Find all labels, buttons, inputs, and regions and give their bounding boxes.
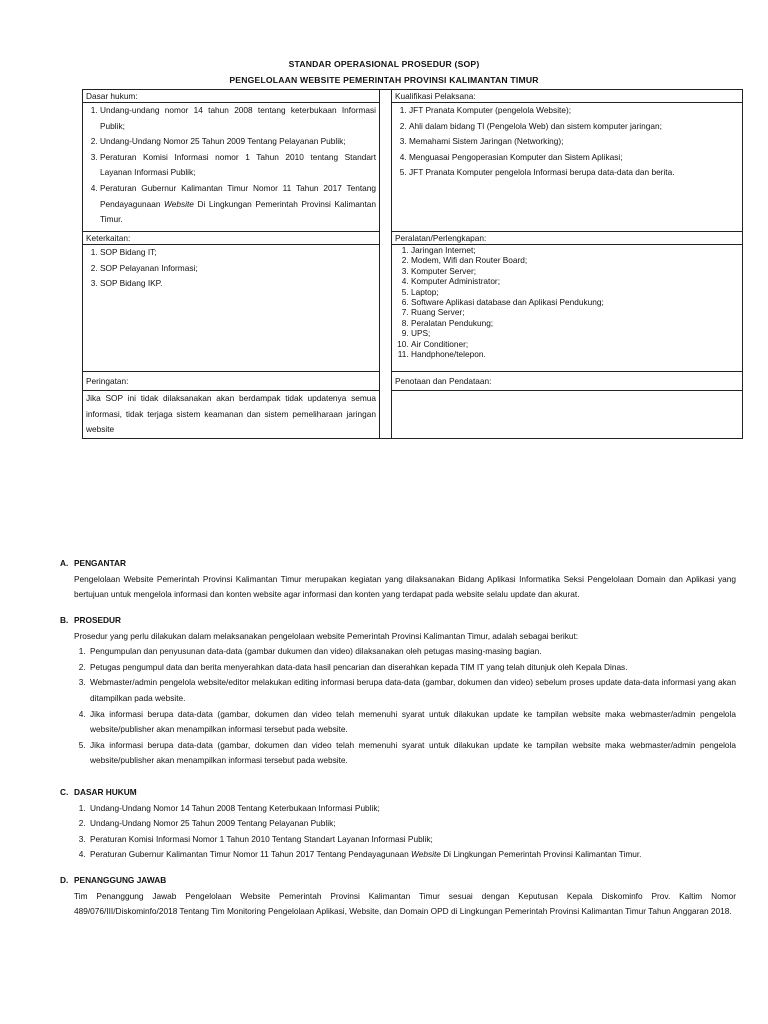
list-item-text: Di Lingkungan Pemerintah Provinsi Kalimantan Timur.: [443, 849, 642, 860]
keterkaitan-list: [86, 245, 376, 292]
document-title: STANDAR OPERASIONAL PROSEDUR (SOP): [288, 59, 480, 69]
list-item: 3. Peraturan Komisi Informasi Nomor 1 Tahun 2010 Tentang Standart Layanan Informasi Publik;: [88, 832, 736, 848]
list-item: 3. Komputer Server;: [411, 266, 739, 276]
dasar-hukum-header: Dasar hukum:: [83, 90, 380, 103]
sop-info-table: [82, 89, 743, 439]
website-italic: Website: [411, 849, 441, 860]
document-header: [0, 56, 768, 88]
section-title: PROSEDUR: [74, 615, 122, 625]
keterkaitan-cell: [83, 245, 380, 372]
list-item: 1. JFT Pranata Komputer (pengelola Website);: [409, 103, 739, 119]
section-dasar-hukum: [60, 785, 736, 863]
list-item: 2. Undang-Undang Nomor 25 Tahun 2009 Tentang Pelayanan Publik;: [100, 134, 376, 150]
list-item: 1. Jaringan Internet;: [411, 245, 739, 255]
list-item: 5. Laptop;: [411, 287, 739, 297]
list-item: 3. Peraturan Komisi Informasi nomor 1 Tahun 2010 tentang Standart Layanan Informasi Publik;: [100, 150, 376, 181]
list-item: 4. Menguasai Pengoperasian Komputer dan Sistem Aplikasi;: [409, 150, 739, 166]
keterkaitan-header: Keterkaitan:: [83, 232, 380, 245]
list-item: 4. Jika informasi berupa data-data (gambar, dokumen dan video telah memenuhi syarat untuk dilakukan update ke tampilan website maka webmaster/admin pengelola website/publisher akan menampilkan informasi tersebut pada website.: [88, 707, 736, 738]
list-item-text: Peraturan Gubernur Kalimantan Timur Nomor 11 Tahun 2017 Tentang Pendayagunaan: [100, 182, 376, 209]
peringatan-header: Peringatan:: [83, 372, 380, 391]
list-item: 5. Jika informasi berupa data-data (gambar, dokumen dan video telah memenuhi syarat untuk dilakukan update ke tampilan website maka webmaster/admin pengelola website/publisher akan menampilkan informasi tersebut pada website.: [88, 738, 736, 769]
list-item-text: Peraturan Gubernur Kalimantan Timur Nomor 11 Tahun 2017 Tentang Pendayagunaan: [90, 849, 409, 860]
list-item: [88, 847, 736, 863]
prosedur-list: [60, 644, 736, 769]
peringatan-cell: [83, 391, 380, 439]
list-item: 3. Memahami Sistem Jaringan (Networking);: [409, 134, 739, 150]
penotaan-cell: [392, 391, 743, 439]
peringatan-text: Jika SOP ini tidak dilaksanakan akan berdampak tidak updatenya semua informasi, tidak terjaga sistem keamanan dan sistem pemeliharaan jaringan website: [86, 393, 376, 435]
list-item: 4. Komputer Administrator;: [411, 276, 739, 286]
list-item: 3. SOP Bidang IKP.: [100, 276, 376, 292]
section-letter: D.: [60, 875, 69, 885]
list-item: 5. JFT Pranata Komputer pengelola Informasi berupa data-data dan berita.: [409, 165, 739, 181]
kualifikasi-header: Kualifikasi Pelaksana:: [392, 90, 743, 103]
list-item: 2. SOP Pelayanan Informasi;: [100, 261, 376, 277]
peralatan-header: Peralatan/Perlengkapan:: [392, 232, 743, 245]
section-penanggung-jawab: [60, 873, 736, 920]
dasar-hukum-list: [86, 103, 376, 228]
list-item: 1. SOP Bidang IT;: [100, 245, 376, 261]
section-title: DASAR HUKUM: [74, 787, 137, 797]
list-item: 1. Undang-Undang Nomor 14 Tahun 2008 Tentang Keterbukaan Informasi Publik;: [88, 801, 736, 817]
section-body: Tim Penanggung Jawab Pengelolaan Website Pemerintah Provinsi Kalimantan Timur sesuai dengan Keputusan Kepala Diskominfo Prov. Kaltim Nomor 489/076/III/Diskominfo/2018 Tentang Tim Monitoring Pengelolaan Aplikasi, Website, dan Domain OPD di Lingkungan Pemerintah Provinsi Kalimantan Timur Tahun Anggaran 2018.: [74, 890, 736, 917]
section-letter: B.: [60, 615, 69, 625]
list-item: 8. Peralatan Pendukung;: [411, 318, 739, 328]
list-item: 3. Webmaster/admin pengelola website/editor melakukan editing informasi berupa data-data (gambar, dokumen dan video) sebelum proses update data-data informasi yang akan ditampilkan pada website.: [88, 675, 736, 706]
section-letter: C.: [60, 787, 69, 797]
dasar-hukum-section-list: [60, 801, 736, 863]
section-title: PENGANTAR: [74, 558, 126, 568]
list-item: 1. Pengumpulan dan penyusunan data-data (gambar dukumen dan video) dilaksanakan oleh petugas masing-masing bagian.: [88, 644, 736, 660]
website-italic: Website: [164, 198, 194, 209]
dasar-hukum-cell: [83, 103, 380, 232]
list-item: 2. Modem, Wifi dan Router Board;: [411, 255, 739, 265]
peralatan-cell: [392, 245, 743, 372]
table-gap: [380, 90, 392, 439]
list-item: 1. Undang-undang nomor 14 tahun 2008 tentang keterbukaan Informasi Publik;: [100, 103, 376, 134]
penotaan-header: Penotaan dan Pendataan:: [392, 372, 743, 391]
section-letter: A.: [60, 558, 69, 568]
list-item: 2. Petugas pengumpul data dan berita menyerahkan data-data hasil pencarian dan diserahkan kepada TIM IT yang telah ditunjuk oleh Kepala Dinas.: [88, 660, 736, 676]
list-item: 9. UPS;: [411, 328, 739, 338]
list-item: 7. Ruang Server;: [411, 307, 739, 317]
section-body: Pengelolaan Website Pemerintah Provinsi Kalimantan Timur merupakan kegiatan yang dilaksanakan Bidang Aplikasi Informatika Seksi Pengelolaan Domain dan Aplikasi yang bertujuan untuk mengelola informasi dan konten website agar informasi dan konten yang terdapat pada website selalu update dan akurat.: [74, 573, 736, 600]
section-title: PENANGGUNG JAWAB: [74, 875, 167, 885]
section-intro: Prosedur yang perlu dilakukan dalam melaksanakan pengelolaan website Pemerintah Provinsi Kalimantan Timur, adalah sebagai berikut:: [74, 630, 579, 641]
list-item: 2. Ahli dalam bidang TI (Pengelola Web) dan sistem komputer jaringan;: [409, 119, 739, 135]
kualifikasi-list: [395, 103, 739, 181]
section-pengantar: [60, 556, 736, 603]
list-item: 2. Undang-Undang Nomor 25 Tahun 2009 Tentang Pelayanan Publik;: [88, 816, 736, 832]
list-item: 11. Handphone/telepon.: [411, 349, 739, 359]
kualifikasi-cell: [392, 103, 743, 232]
list-item: [100, 181, 376, 228]
list-item: 6. Software Aplikasi database dan Aplikasi Pendukung;: [411, 297, 739, 307]
list-item: 10. Air Conditioner;: [411, 339, 739, 349]
document-subtitle: PENGELOLAAN WEBSITE PEMERINTAH PROVINSI KALIMANTAN TIMUR: [229, 75, 539, 85]
section-prosedur: [60, 613, 736, 769]
list-item-text: Di Lingkungan Pemerintah Provinsi Kalimantan Timur.: [100, 198, 376, 225]
peralatan-list: [395, 245, 739, 359]
